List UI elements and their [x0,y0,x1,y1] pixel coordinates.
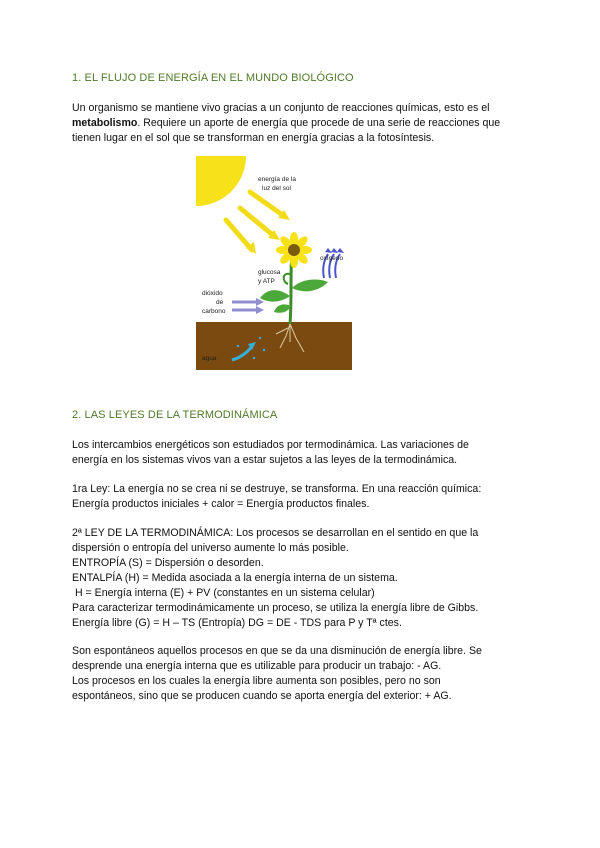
label-glucose-2: y ATP [258,278,275,285]
soil [196,322,352,370]
paragraph-line: Los intercambios energéticos son estudiados por termodinámica. Las variaciones de [72,439,469,451]
paragraph-line: espontáneos, sino que se producen cuando se aporta energía del exterior: + AG. [72,690,452,702]
paragraph-line: ENTALPÍA (H) = Medida asociada a la energía interna de un sistema. [72,572,398,584]
paragraph-line: desprende una energía interna que es utilizable para producir un trabajo: - AG. [72,660,442,672]
label-energy-2: luz del sol [262,185,291,192]
label-co2-2: de [216,299,224,306]
plant-leaf-left [260,290,290,302]
paragraph-line: Energía productos iniciales + calor = Energía productos finales. [72,498,370,510]
label-energy-1: energía de la [258,176,296,183]
label-water: agua [202,355,217,362]
paragraph-line: ENTROPÍA (S) = Dispersión o desorden. [72,557,264,569]
paragraph-line: Energía libre (G) = H – TS (Entropía) DG = DE - TDS para P y Tª ctes. [72,617,402,629]
section-1-paragraph [72,101,542,146]
label-glucose-1: glucosa [258,269,281,276]
section-2-paragraph-3 [72,526,542,631]
paragraph-line: Un organismo se mantiene vivo gracias a un conjunto de reacciones químicas, esto es el [72,102,490,114]
label-co2-1: dióxido [202,290,223,297]
paragraph-line: energía en los sistemas vivos van a estar sujetos a las leyes de la termodinámica. [72,454,458,466]
paragraph-line: dispersión o entropía del universo aumente lo más posible. [72,542,349,554]
label-oxygen: oxígeno [320,255,344,262]
sunlight-rays [226,192,284,250]
section-2-paragraph-2 [72,482,542,512]
section-2-paragraph-1 [72,438,542,468]
paragraph-line [72,116,542,131]
paragraph-line: Para caracterizar termodinámicamente un proceso, se utiliza la energía libre de Gibbs. [72,602,479,614]
plant-leaf-right [292,280,328,292]
photosynthesis-diagram [196,156,352,370]
paragraph-line: Los procesos en los cuales la energía libre aumenta son posibles, pero no son [72,675,441,687]
section-1-heading: 1. EL FLUJO DE ENERGÍA EN EL MUNDO BIOLÓGICO [72,72,354,84]
photosynthesis-illustration [196,156,352,370]
section-2-paragraph-4 [72,644,542,704]
glucose-arrow [284,274,290,284]
co2-arrows [232,302,256,310]
sun-shape [196,156,246,206]
paragraph-line: H = Energía interna (E) + PV (constantes en un sistema celular) [72,587,375,599]
section-2-heading: 2. LAS LEYES DE LA TERMODINÁMICA [72,409,278,421]
paragraph-line: 1ra Ley: La energía no se crea ni se destruye, se transforma. En una reacción química: [72,483,482,495]
sunflower [276,232,312,268]
label-co2-3: carbono [202,308,226,315]
paragraph-line: tienen lugar en el sol que se transforman en energía gracias a la fotosíntesis. [72,132,435,144]
paragraph-text: . Requiere un aporte de energía que procede de una serie de reacciones que [137,117,501,129]
paragraph-line: 2ª LEY DE LA TERMODINÁMICA: Los procesos se desarrollan en el sentido en que la [72,527,479,539]
paragraph-line: Son espontáneos aquellos procesos en que se da una disminución de energía libre. Se [72,645,482,657]
bold-term: metabolismo [72,117,138,129]
